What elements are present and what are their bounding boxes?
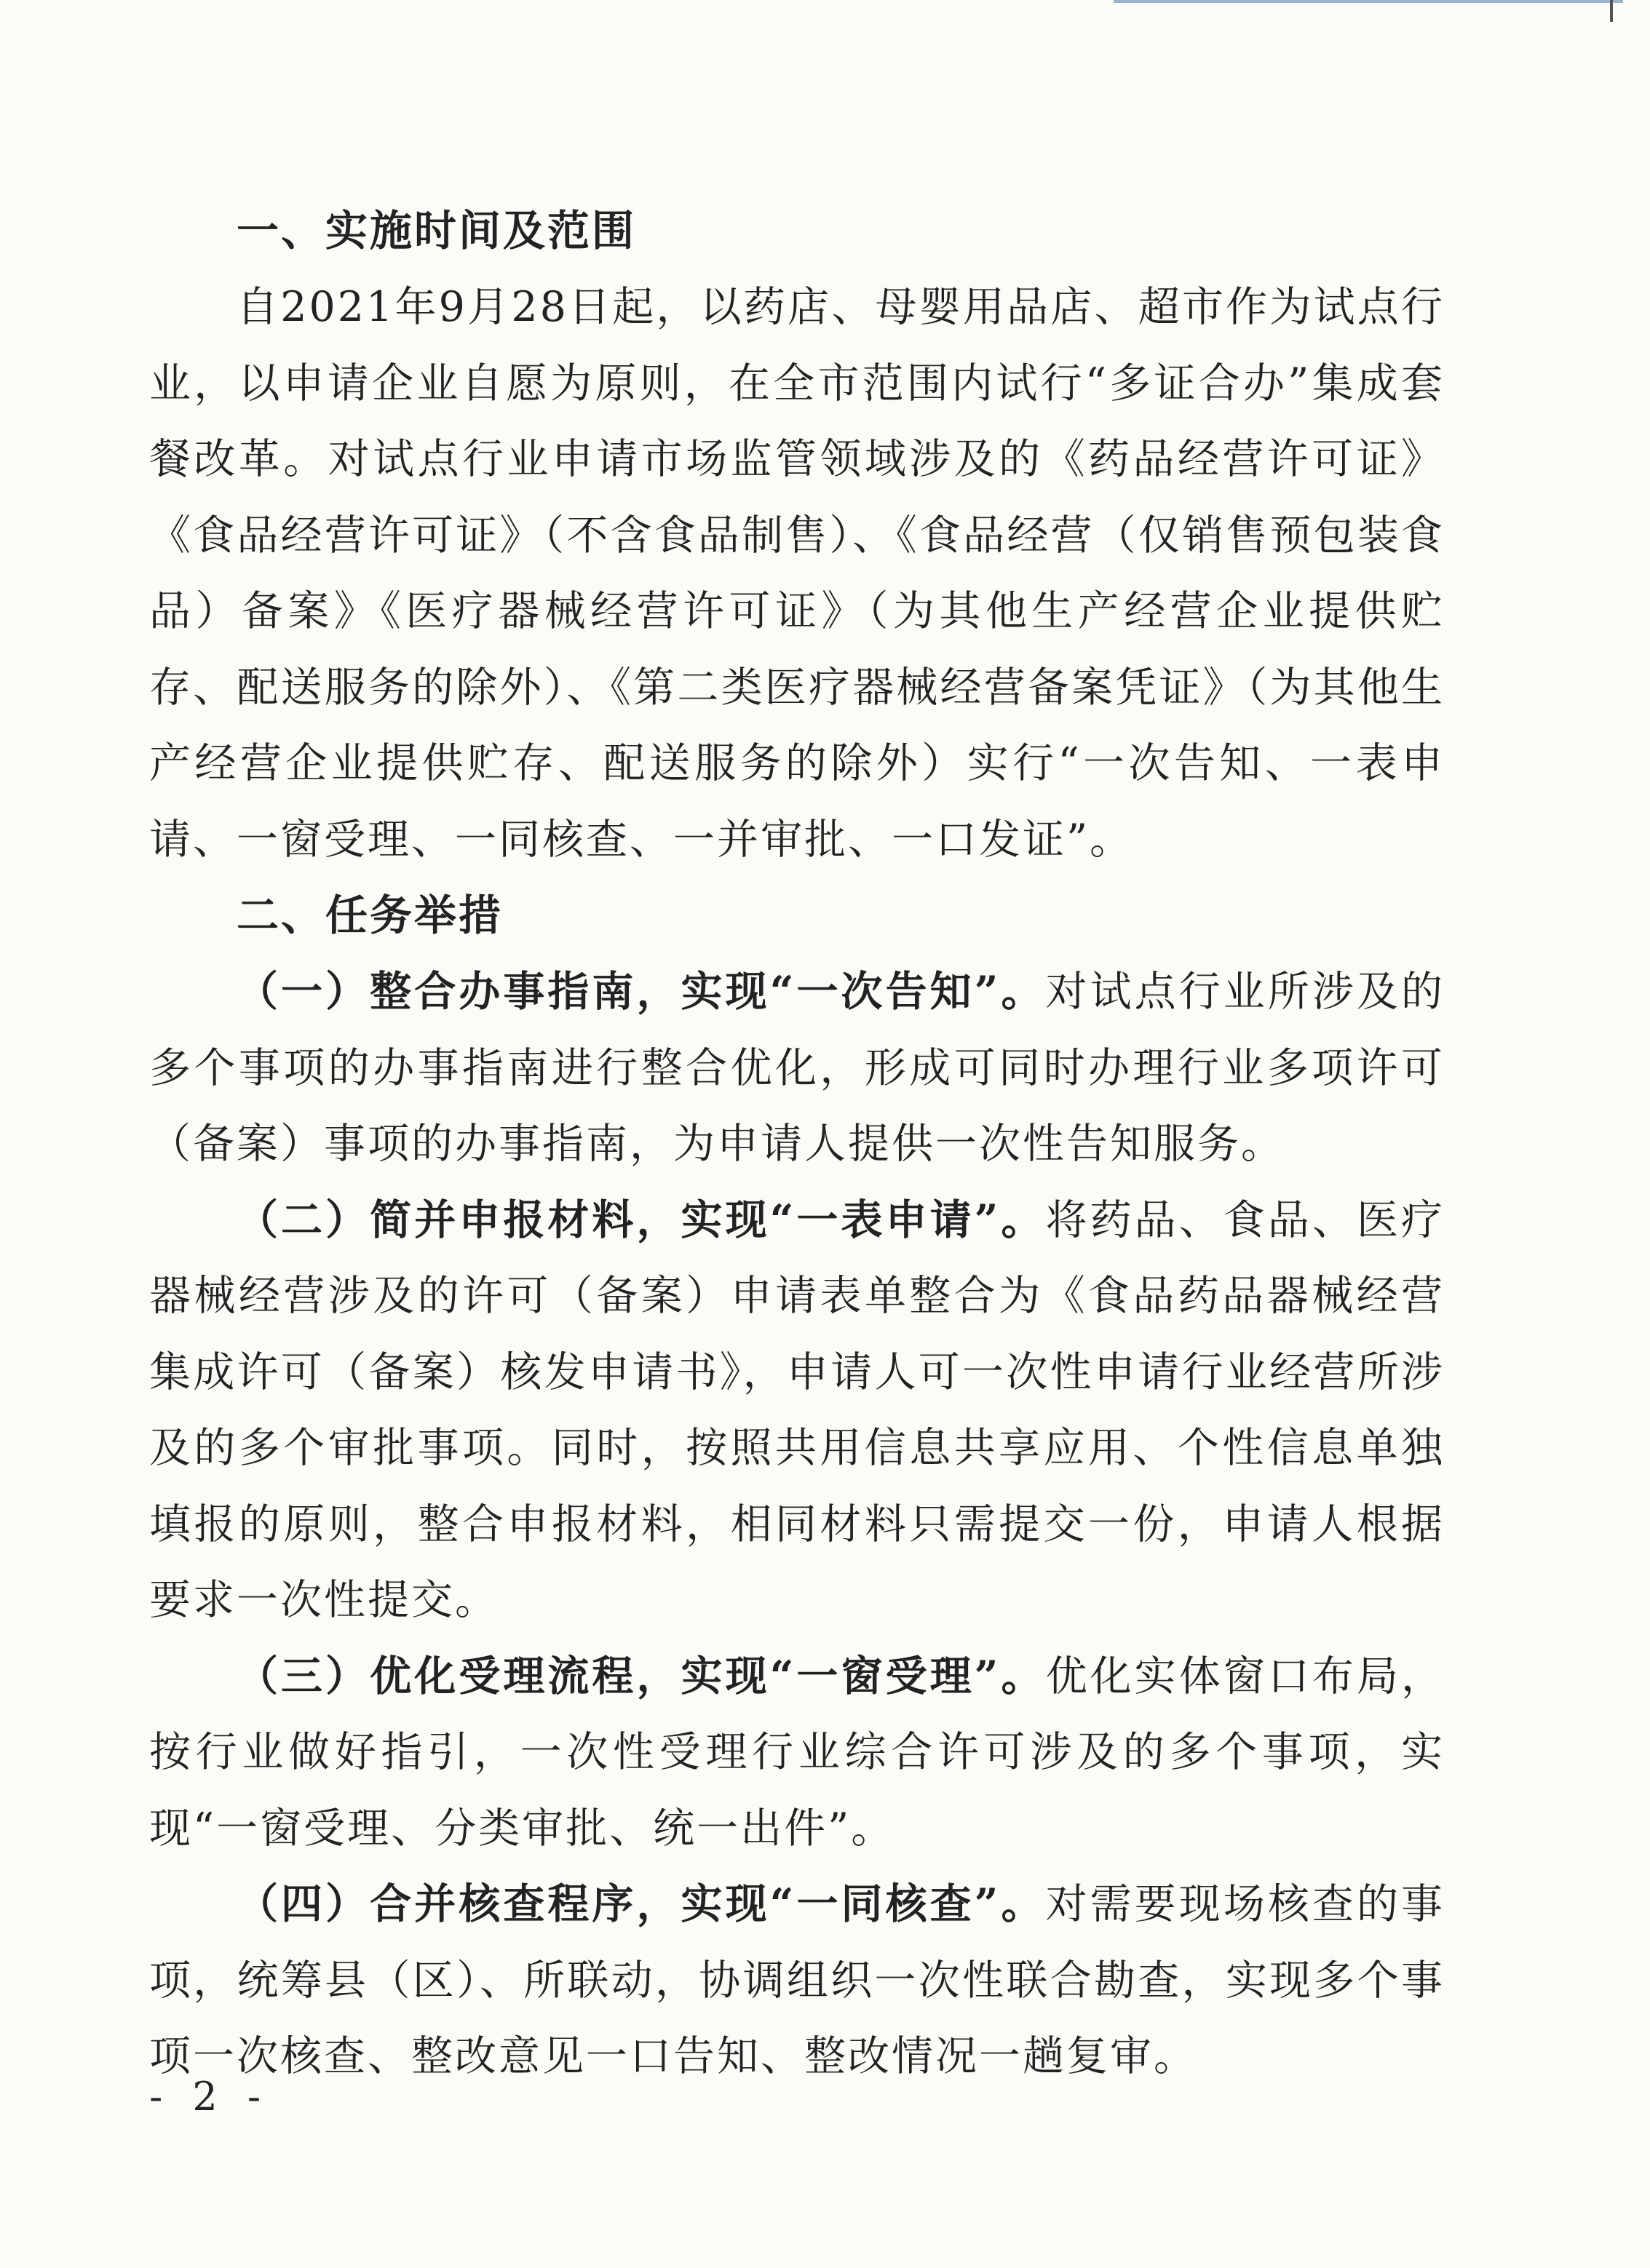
task-item-3-lead: （三）优化受理流程，实现“一窗受理”。 xyxy=(237,1651,1046,1700)
task-item-1-body: 对试点行业所涉及的多个事项的办事指南进行整合优化，形成可同时办理行业多项许可（备案）事项的办事指南，为申请人提供一次性告知服务。 xyxy=(149,968,1445,1168)
section-1-paragraph: 自2021年9月28日起，以药店、母婴用品店、超市作为试点行业，以申请企业自愿为原则，在全市范围内试行“多证合办”集成套餐改革。对试点行业申请市场监管领域涉及的《药品经营许可证》《食品经营许可证》（不含食品制售）、《食品经营（仅销售预包装食品）备案》《医疗器械经营许可证》（为其他生产经营企业提供贮存、配送服务的除外）、《第二类医疗器械经营备案凭证》（为其他生产经营企业提供贮存、配送服务的除外）实行“一次告知、一表申请、一窗受理、一同核查、一并审批、一口发证”。 xyxy=(149,283,1445,864)
task-item-4-lead: （四）合并核查程序，实现“一同核查”。 xyxy=(237,1879,1046,1928)
scan-edge-line xyxy=(1114,0,1623,3)
task-item-3-body: 优化实体窗口布局，按行业做好指引，一次性受理行业综合许可涉及的多个事项，实现“一窗受理、分类审批、统一出件”。 xyxy=(149,1652,1445,1853)
task-item-4 xyxy=(149,1866,1445,2095)
section-heading-2: 二、任务举措 xyxy=(237,891,504,940)
task-item-1 xyxy=(149,954,1445,1182)
task-item-2-lead: （二）简并申报材料，实现“一表申请”。 xyxy=(237,1195,1046,1244)
task-item-2 xyxy=(149,1182,1445,1639)
scan-edge-mark xyxy=(1610,0,1613,22)
section-heading-1: 一、实施时间及范围 xyxy=(237,206,637,255)
task-item-1-lead: （一）整合办事指南，实现“一次告知”。 xyxy=(237,967,1046,1016)
task-item-2-body: 将药品、食品、医疗器械经营涉及的许可（备案）申请表单整合为《食品药品器械经营集成许可（备案）核发申请书》，申请人可一次性申请行业经营所涉及的多个审批事项。同时，按照共用信息共享应用、个性信息单独填报的原则，整合申报材料，相同材料只需提交一份，申请人根据要求一次性提交。 xyxy=(149,1195,1445,1624)
task-item-4-body: 对需要现场核查的事项，统筹县（区）、所联动，协调组织一次性联合勘查，实现多个事项一次核查、整改意见一口告知、整改情况一趟复审。 xyxy=(149,1880,1445,2080)
task-item-3 xyxy=(149,1639,1445,1867)
document-body xyxy=(149,193,1445,2095)
page-number: - 2 - xyxy=(149,2074,270,2120)
